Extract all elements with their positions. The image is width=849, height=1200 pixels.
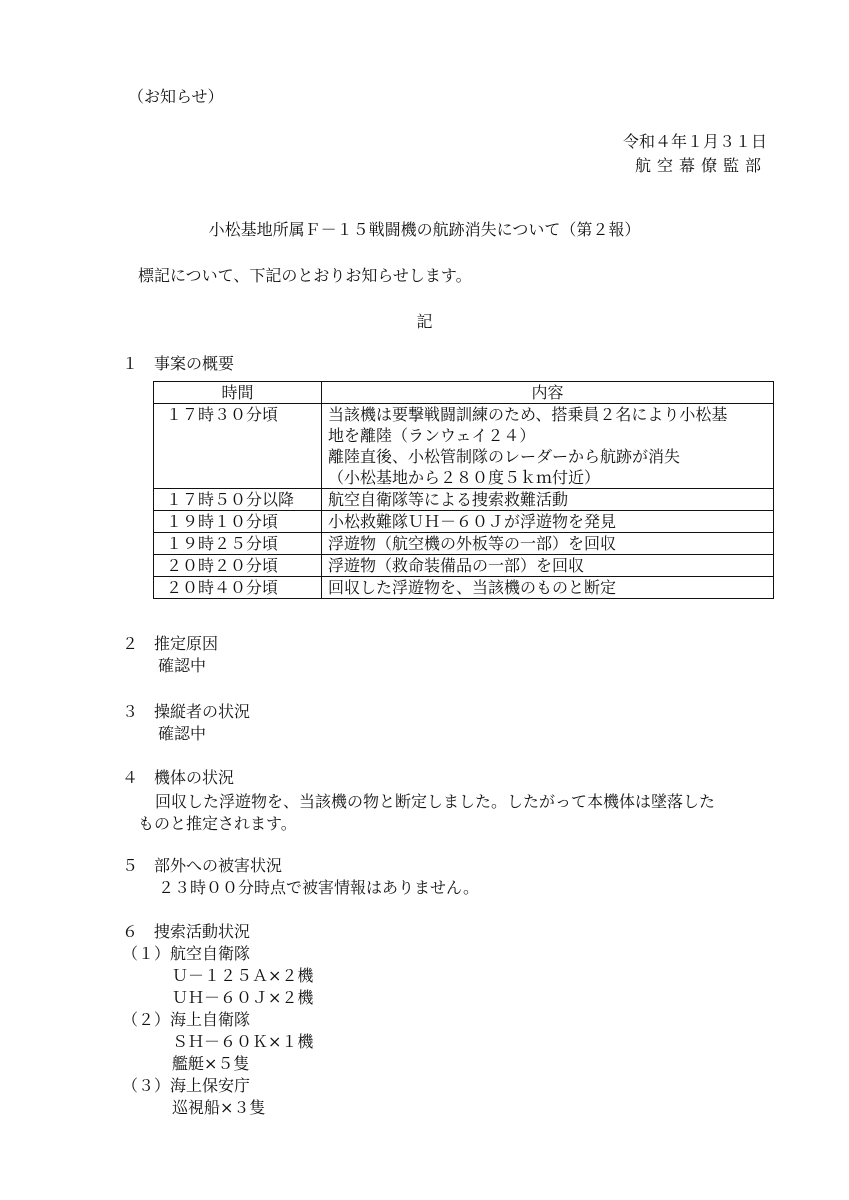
section-3-heading: ３ 操縦者の状況 bbox=[122, 702, 251, 721]
time-cell: ２０時２０分頃 bbox=[154, 555, 322, 577]
section-5-heading: ５ 部外への被害状況 bbox=[122, 856, 283, 875]
section-2-body: 確認中 bbox=[158, 656, 207, 675]
search-group-label: （３）海上保安庁 bbox=[122, 1076, 251, 1095]
time-cell: １７時３０分頃 bbox=[154, 404, 322, 489]
section-4-body-line-2: ものと推定されます。 bbox=[138, 814, 297, 833]
table-header-row bbox=[154, 382, 774, 404]
issuing-organization: 航空幕僚監部 bbox=[634, 156, 767, 175]
search-resource-item: 巡視船×３隻 bbox=[172, 1098, 266, 1117]
content-cell: 浮遊物（救命装備品の一部）を回収 bbox=[322, 555, 774, 577]
section-3-body: 確認中 bbox=[158, 724, 207, 743]
content-cell: 小松救難隊ＵＨ－６０Ｊが浮遊物を発見 bbox=[322, 511, 774, 533]
content-cell: 回収した浮遊物を、当該機のものと断定 bbox=[322, 577, 774, 599]
notice-label: （お知らせ） bbox=[128, 87, 224, 106]
ki-heading: 記 bbox=[416, 312, 433, 331]
table-row bbox=[154, 489, 774, 511]
table-row bbox=[154, 577, 774, 599]
time-cell: ２０時４０分頃 bbox=[154, 577, 322, 599]
section-1-heading: １ 事案の概要 bbox=[122, 354, 235, 373]
section-2-heading: ２ 推定原因 bbox=[122, 634, 219, 653]
table-row bbox=[154, 511, 774, 533]
section-4-heading: ４ 機体の状況 bbox=[122, 768, 235, 787]
content-line: （小松基地から２８０度５ｋｍ付近） bbox=[328, 468, 601, 487]
table-row bbox=[154, 404, 774, 489]
search-group-label: （２）海上自衛隊 bbox=[122, 1010, 251, 1029]
incident-timeline-table bbox=[153, 381, 774, 599]
intro-text: 標記について、下記のとおりお知らせします。 bbox=[138, 266, 472, 285]
document-title: 小松基地所属Ｆ－１５戦闘機の航跡消失について（第２報） bbox=[208, 220, 641, 239]
time-cell: １９時２５分頃 bbox=[154, 533, 322, 555]
section-5-body: ２３時００分時点で被害情報はありません。 bbox=[158, 878, 479, 897]
search-resource-item: ＳＨ－６０Ｋ×１機 bbox=[172, 1032, 314, 1051]
search-group-label: （１）航空自衛隊 bbox=[122, 944, 251, 963]
time-cell: １９時１０分頃 bbox=[154, 511, 322, 533]
table-row bbox=[154, 555, 774, 577]
content-cell: 航空自衛隊等による捜索救難活動 bbox=[322, 489, 774, 511]
content-cell: 浮遊物（航空機の外板等の一部）を回収 bbox=[322, 533, 774, 555]
search-resource-item: ＵＨ－６０Ｊ×２機 bbox=[172, 988, 314, 1007]
section-4-body-line-1: 回収した浮遊物を、当該機の物と断定しました。したがって本機体は墜落した bbox=[155, 792, 716, 811]
section-6-heading: ６ 捜索活動状況 bbox=[122, 922, 251, 941]
time-cell: １７時５０分以降 bbox=[154, 489, 322, 511]
content-cell bbox=[322, 404, 774, 489]
content-line: 当該機は要撃戦闘訓練のため、搭乗員２名により小松基 bbox=[328, 405, 728, 424]
search-resource-item: 艦艇×５隻 bbox=[172, 1054, 250, 1073]
column-header-time: 時間 bbox=[154, 382, 322, 404]
issue-date: 令和４年１月３１日 bbox=[622, 132, 767, 151]
column-header-content: 内容 bbox=[322, 382, 774, 404]
table-row bbox=[154, 533, 774, 555]
content-line: 地を離陸（ランウェイ２４） bbox=[328, 426, 536, 445]
content-line: 離陸直後、小松管制隊のレーダーから航跡が消失 bbox=[328, 447, 681, 466]
search-resource-item: Ｕ－１２５Ａ×２機 bbox=[172, 966, 314, 985]
